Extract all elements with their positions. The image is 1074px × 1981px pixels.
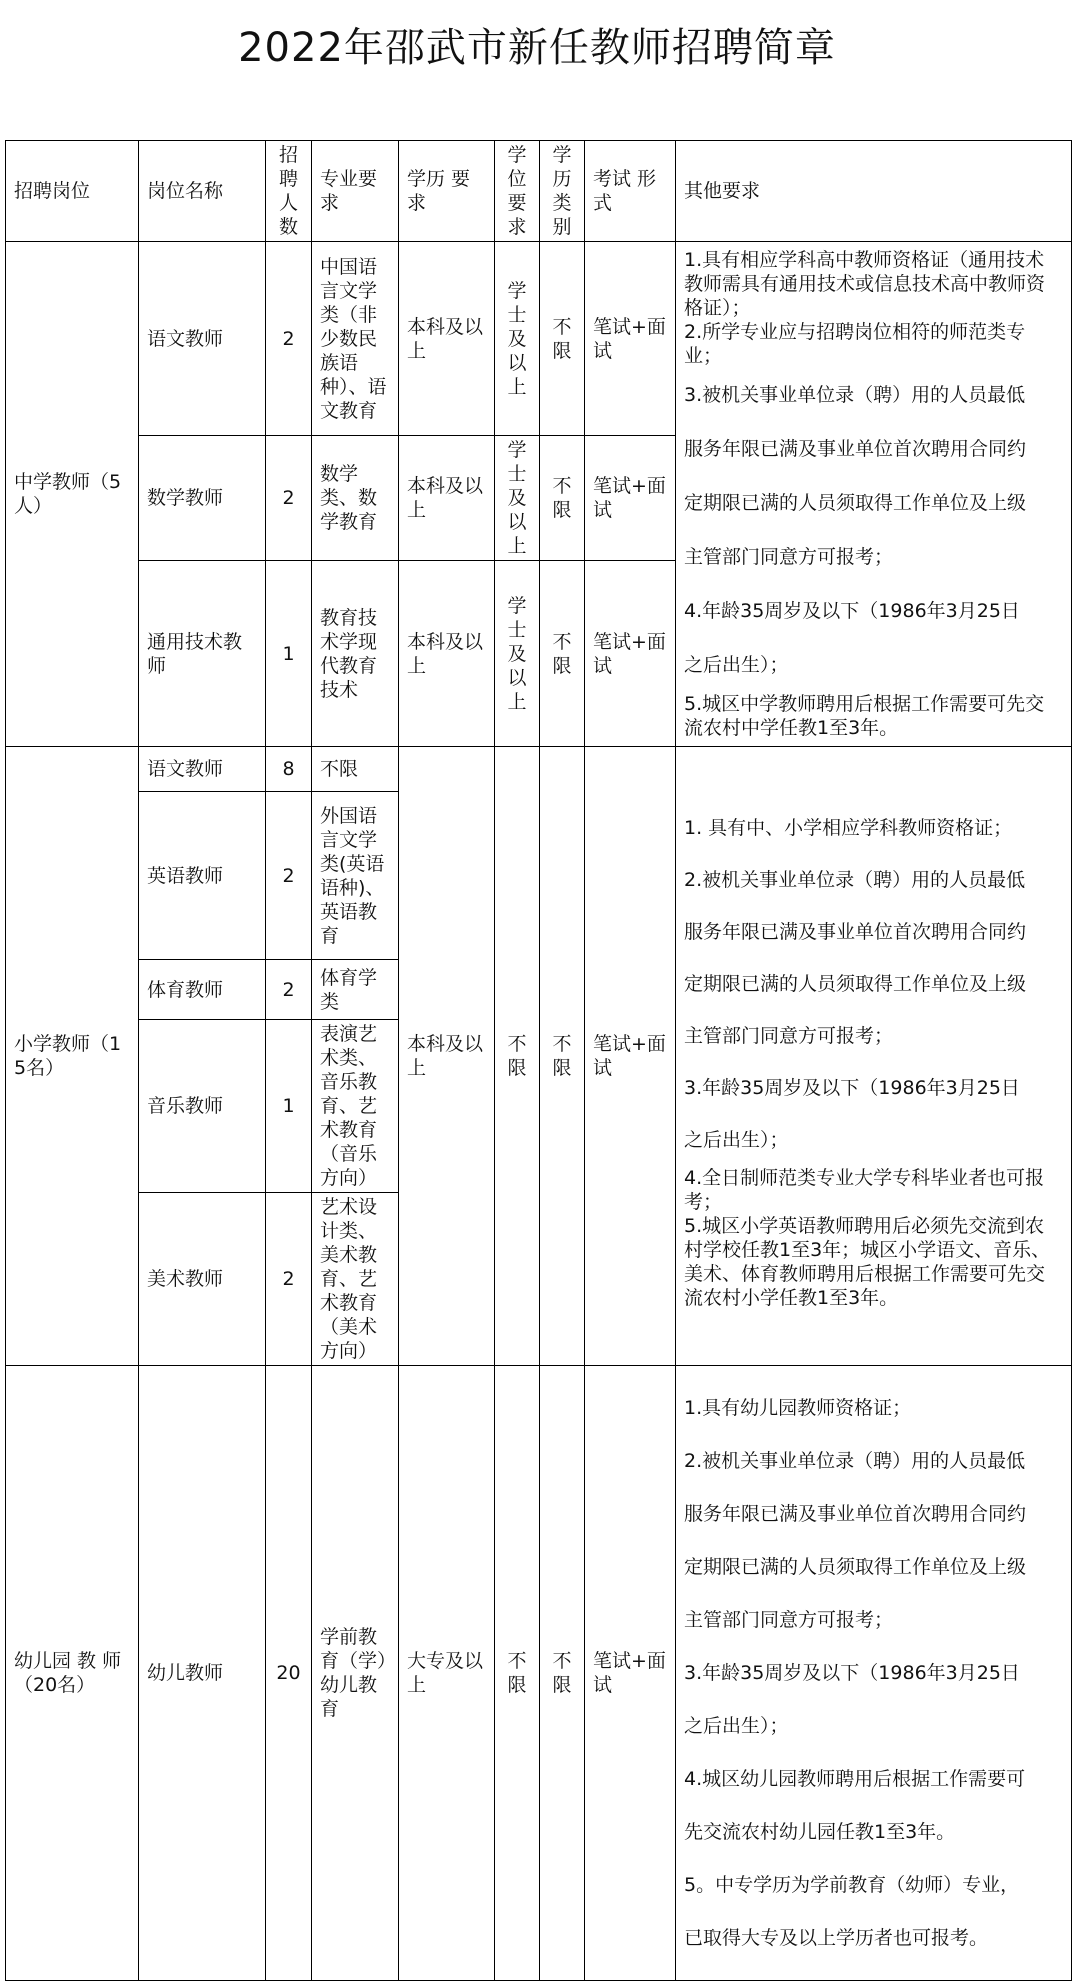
requirement-item: 之后出生）；	[684, 654, 789, 676]
major-cell: 教育技术学现代教育技术	[312, 561, 399, 747]
requirement-item: 定期限已满的人员须取得工作单位及上级	[684, 973, 1027, 995]
exam-cell: 笔试+面试	[585, 1366, 676, 1981]
requirement-item: 5.城区小学英语教师聘用后必须先交流到农村学校任教1至3年；城区小学语文、音乐、美术、体育教师聘用后根据工作需要可先交流农村小学任教1至3年。	[684, 1215, 1051, 1309]
requirement-item: 1.具有相应学科高中教师资格证（通用技术教师需具有通用技术或信息技术高中教师资格证）；	[684, 249, 1046, 319]
exam-cell: 笔试+面试	[585, 242, 676, 436]
other-requirements-kindergarten	[676, 1366, 1072, 1981]
education-cell: 大专及以上	[399, 1366, 495, 1981]
recruitment-table	[5, 140, 1072, 1981]
table-row	[6, 242, 1072, 436]
requirement-item: 主管部门同意方可报考；	[684, 546, 894, 568]
degree-cell: 学士及以上	[495, 436, 540, 561]
count-cell: 2	[266, 1193, 312, 1366]
exam-cell: 笔试+面试	[585, 561, 676, 747]
major-cell: 不限	[312, 747, 399, 792]
requirement-item: 主管部门同意方可报考；	[684, 1025, 894, 1047]
requirement-item: 服务年限已满及事业单位首次聘用合同约	[684, 438, 1027, 460]
degree-cell: 不限	[495, 1366, 540, 1981]
exam-cell: 笔试+面试	[585, 436, 676, 561]
requirement-item: 1.具有幼儿园教师资格证；	[684, 1396, 912, 1419]
count-cell: 2	[266, 242, 312, 436]
position-cell: 英语教师	[139, 792, 266, 960]
position-cell: 通用技术教师	[139, 561, 266, 747]
position-cell: 美术教师	[139, 1193, 266, 1366]
edu-type-cell: 不限	[540, 436, 585, 561]
requirement-item: 3.年龄35周岁及以下（1986年3月25日	[684, 1661, 1020, 1684]
position-cell: 数学教师	[139, 436, 266, 561]
requirement-item: 5。中专学历为学前教育（幼师）专业，	[684, 1873, 1020, 1896]
count-cell: 2	[266, 960, 312, 1020]
header-degree: 学位要求	[495, 141, 540, 242]
edu-type-cell: 不限	[540, 1366, 585, 1981]
count-cell: 20	[266, 1366, 312, 1981]
edu-type-cell: 不限	[540, 242, 585, 436]
education-cell: 本科及以上	[399, 561, 495, 747]
category-kindergarten: 幼儿园 教 师 （20名）	[6, 1366, 139, 1981]
education-cell: 本科及以上	[399, 436, 495, 561]
major-cell: 表演艺术类、音乐教育、艺术教育（音乐方向）	[312, 1020, 399, 1193]
table-row	[6, 747, 1072, 792]
degree-cell: 学士及以上	[495, 242, 540, 436]
header-other: 其他要求	[676, 141, 1072, 242]
page-title: 2022年邵武市新任教师招聘简章	[238, 25, 836, 71]
requirement-item: 1. 具有中、小学相应学科教师资格证；	[684, 817, 1013, 839]
count-cell: 1	[266, 561, 312, 747]
major-cell: 学前教育（学）幼儿教育	[312, 1366, 399, 1981]
requirement-item: 主管部门同意方可报考；	[684, 1608, 894, 1631]
requirement-item: 之后出生）；	[684, 1714, 789, 1737]
requirement-item: 3.年龄35周岁及以下（1986年3月25日	[684, 1077, 1020, 1099]
header-exam: 考试 形式	[585, 141, 676, 242]
requirement-item: 定期限已满的人员须取得工作单位及上级	[684, 1555, 1027, 1578]
count-cell: 8	[266, 747, 312, 792]
major-cell: 数学类、数学教育	[312, 436, 399, 561]
position-cell: 体育教师	[139, 960, 266, 1020]
header-count: 招聘人数	[266, 141, 312, 242]
requirement-item: 先交流农村幼儿园任教1至3年。	[684, 1820, 956, 1843]
edu-type-cell: 不限	[540, 747, 585, 1366]
major-cell: 体育学类	[312, 960, 399, 1020]
major-cell: 中国语言文学类（非少数民族语种）、语文教育	[312, 242, 399, 436]
header-category: 招聘岗位	[6, 141, 139, 242]
other-requirements-primary	[676, 747, 1072, 1366]
position-cell: 幼儿教师	[139, 1366, 266, 1981]
other-requirements-middle	[676, 242, 1072, 747]
exam-cell: 笔试+面试	[585, 747, 676, 1366]
requirement-item: 2.被机关事业单位录（聘）用的人员最低	[684, 869, 1026, 891]
category-primary: 小学教师（15名）	[6, 747, 139, 1366]
category-middle: 中学教师（5人）	[6, 242, 139, 747]
requirement-item: 服务年限已满及事业单位首次聘用合同约	[684, 1502, 1027, 1525]
requirement-item: 4.年龄35周岁及以下（1986年3月25日	[684, 600, 1020, 622]
major-cell: 外国语言文学类(英语语种)、英语教育	[312, 792, 399, 960]
header-education: 学历 要求	[399, 141, 495, 242]
position-cell: 音乐教师	[139, 1020, 266, 1193]
edu-type-cell: 不限	[540, 561, 585, 747]
table-row	[6, 1366, 1072, 1981]
degree-cell: 学士及以上	[495, 561, 540, 747]
position-cell: 语文教师	[139, 242, 266, 436]
table-header-row	[6, 141, 1072, 242]
requirement-item: 4.城区幼儿园教师聘用后根据工作需要可	[684, 1767, 1026, 1790]
count-cell: 1	[266, 1020, 312, 1193]
requirement-item: 之后出生）；	[684, 1129, 789, 1151]
requirement-item: 5.城区中学教师聘用后根据工作需要可先交流农村中学任教1至3年。	[684, 693, 1045, 739]
requirement-item: 服务年限已满及事业单位首次聘用合同约	[684, 921, 1027, 943]
requirement-item: 2.被机关事业单位录（聘）用的人员最低	[684, 1449, 1026, 1472]
major-cell: 艺术设计类、美术教育、艺术教育（美术方向）	[312, 1193, 399, 1366]
education-cell: 本科及以上	[399, 747, 495, 1366]
count-cell: 2	[266, 436, 312, 561]
requirement-item: 4.全日制师范类专业大学专科毕业者也可报考；	[684, 1167, 1045, 1213]
requirement-item: 2.所学专业应与招聘岗位相符的师范类专业；	[684, 321, 1026, 367]
requirement-item: 3.被机关事业单位录（聘）用的人员最低	[684, 384, 1026, 406]
header-position: 岗位名称	[139, 141, 266, 242]
header-edu-type: 学历类别	[540, 141, 585, 242]
degree-cell: 不限	[495, 747, 540, 1366]
count-cell: 2	[266, 792, 312, 960]
education-cell: 本科及以上	[399, 242, 495, 436]
position-cell: 语文教师	[139, 747, 266, 792]
requirement-item: 定期限已满的人员须取得工作单位及上级	[684, 492, 1027, 514]
header-major: 专业要求	[312, 141, 399, 242]
requirement-item: 已取得大专及以上学历者也可报考。	[684, 1926, 989, 1949]
